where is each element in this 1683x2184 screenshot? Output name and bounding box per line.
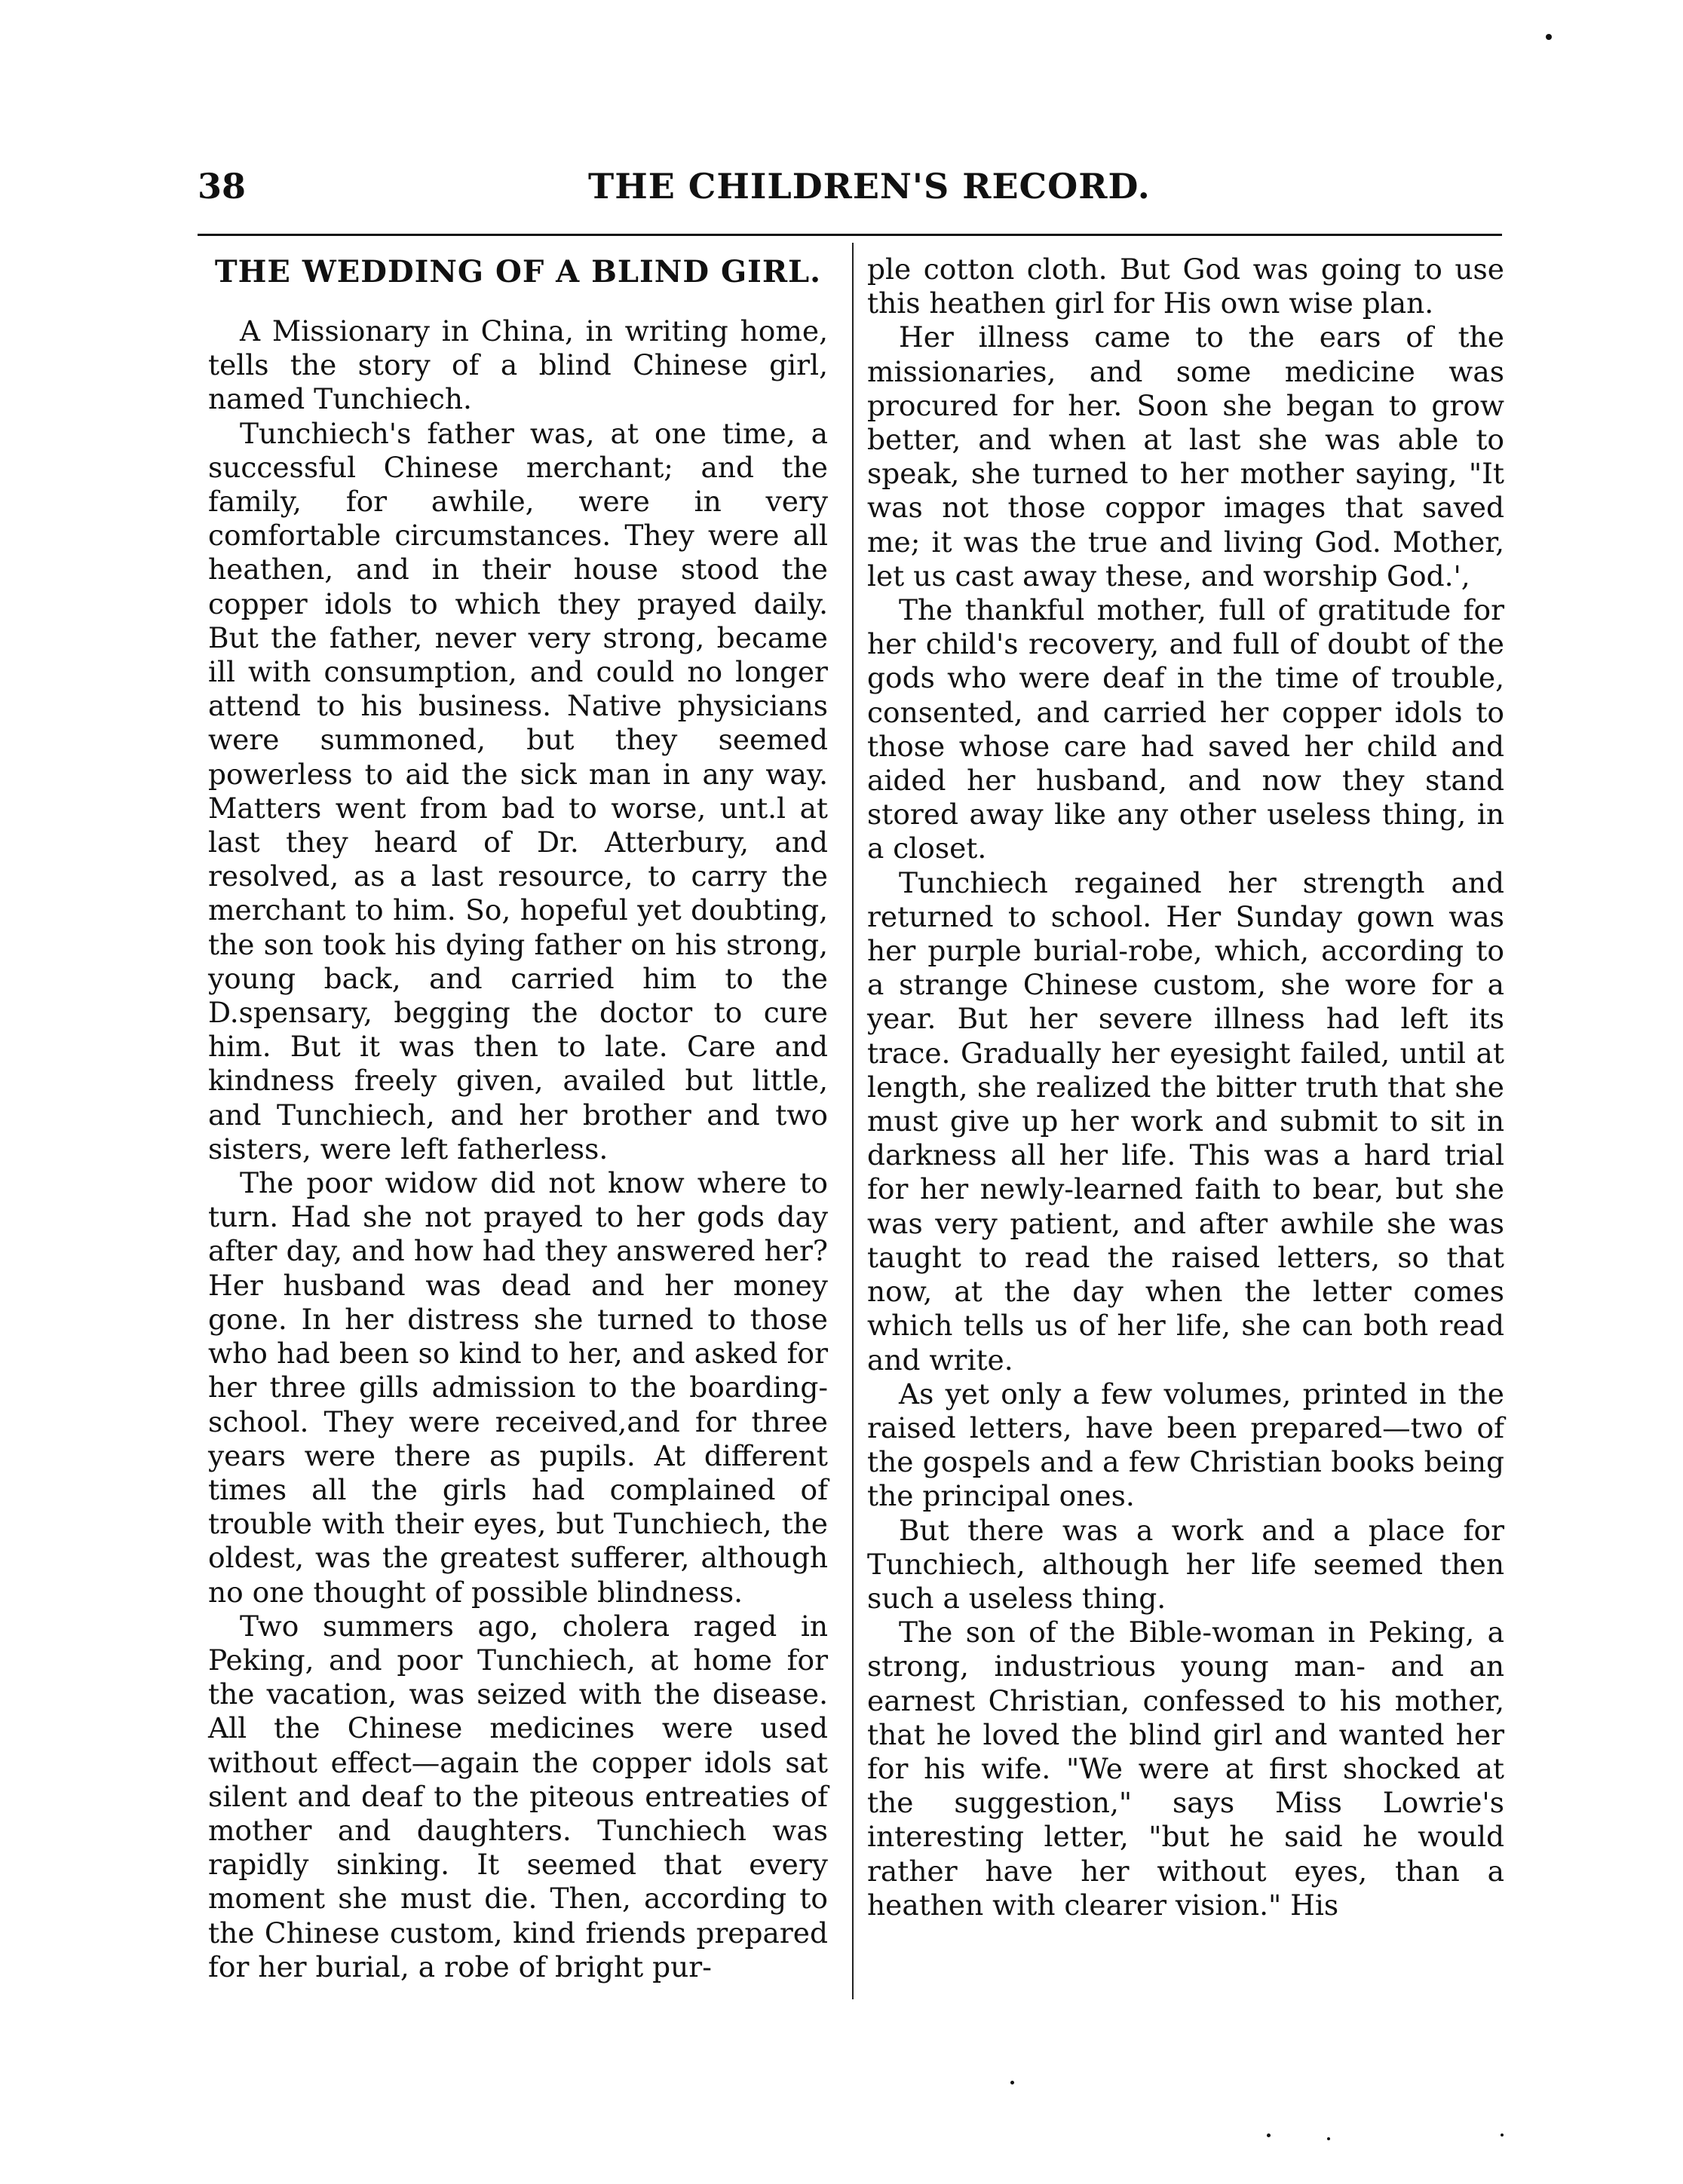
paragraph: Tunchiech regained her strength and returned to school. Her Sunday gown was her purple burial-robe, which, according to a strange Chinese custom, she wore for a year. But her severe illness had left its trace. Gradually her eyesight failed, until at length, she realized the bitter truth that she must give up her work and submit to sit in darkness all her life. This was a hard trial for her newly-learned faith to bear, but she was very patient, and after awhile she was taught to read the raised letters, so that now, at the day when the letter comes which tells us of her life, she can both read and write.: [867, 865, 1504, 1377]
ink-speck: [1010, 2081, 1014, 2084]
paragraph: The son of the Bible-woman in Peking, a strong, industrious young man- and an earnest Christian, confessed to his mother, that he loved the blind girl and wanted her for his wife. "We were at first shocked at the suggestion," says Miss Lowrie's interesting letter, "but he said he would rather have her without eyes, than a heathen with clearer vision." His: [867, 1616, 1504, 1922]
article-title: THE WEDDING OF A BLIND GIRL.: [214, 254, 822, 289]
header-rule: [198, 234, 1502, 236]
left-column: [208, 253, 828, 1984]
running-head: THE CHILDREN'S RECORD.: [588, 166, 1151, 207]
paragraph: Her illness came to the ears of the missionaries, and some medicine was procured for her. Soon she began to grow better, and when at last she was able to speak, she turned to her mother saying, "It was not those coppor images that saved me; it was the true and living God. Mother, let us cast away these, and worship God.',: [867, 320, 1504, 593]
ink-speck: [1501, 2133, 1504, 2137]
paragraph: Tunchiech's father was, at one time, a successful Chinese merchant; and the family, for awhile, were in very comfortable circumstances. They were all heathen, and in their house stood the copper idols to which they prayed daily. But the father, never very strong, became ill with consumption, and could no longer attend to his business. Native physicians were summoned, but they seemed powerless to aid the sick man in any way. Matters went from bad to worse, unt.l at last they heard of Dr. Atterbury, and resolved, as a last resource, to carry the merchant to him. So, hopeful yet doubting, the son took his dying father on his strong, young back, and carried him to the D.spensary, begging the doctor to cure him. But it was then to late. Care and kindness freely given, availed but little, and Tunchiech, and her brother and two sisters, were left fatherless.: [208, 416, 828, 1166]
right-column: [867, 253, 1504, 1922]
ink-speck: [1327, 2137, 1330, 2140]
paragraph: The thankful mother, full of gratitude for her child's recovery, and full of doubt of the gods who were deaf in the time of trouble, consented, and carried her copper idols to those whose care had saved her child and aided her husband, and now they stand stored away like any other useless thing, in a closet.: [867, 593, 1504, 865]
paragraph: As yet only a few volumes, printed in the raised letters, have been prepared—two of the gospels and a few Christian books being the principal ones.: [867, 1377, 1504, 1513]
column-divider: [852, 243, 854, 1999]
paragraph: The poor widow did not know where to turn. Had she not prayed to her gods day after day, and how had they answered her? Her husband was dead and her money gone. In her distress she turned to those who had been so kind to her, and asked for her three gills admission to the boarding-school. They were received,and for three years were there as pupils. At different times all the girls had complained of trouble with their eyes, but Tunchiech, the oldest, was the greatest sufferer, although no one thought of possible blindness.: [208, 1166, 828, 1609]
paragraph: But there was a work and a place for Tunchiech, although her life seemed then such a useless thing.: [867, 1513, 1504, 1615]
paragraph: Two summers ago, cholera raged in Peking, and poor Tunchiech, at home for the vacation, was seized with the disease. All the Chinese medicines were used without effect—again the copper idols sat silent and deaf to the piteous entreaties of mother and daughters. Tunchiech was rapidly sinking. It seemed that every moment she must die. Then, according to the Chinese custom, kind friends prepared for her burial, a robe of bright pur-: [208, 1609, 828, 1983]
paragraph-continuation: ple cotton cloth. But God was going to use this heathen girl for His own wise plan.: [867, 253, 1504, 320]
paragraph: A Missionary in China, in writing home, tells the story of a blind Chinese girl, named Tunchiech.: [208, 314, 828, 416]
ink-speck: [1546, 34, 1552, 40]
page-number: 38: [198, 166, 247, 207]
ink-speck: [1267, 2133, 1271, 2137]
